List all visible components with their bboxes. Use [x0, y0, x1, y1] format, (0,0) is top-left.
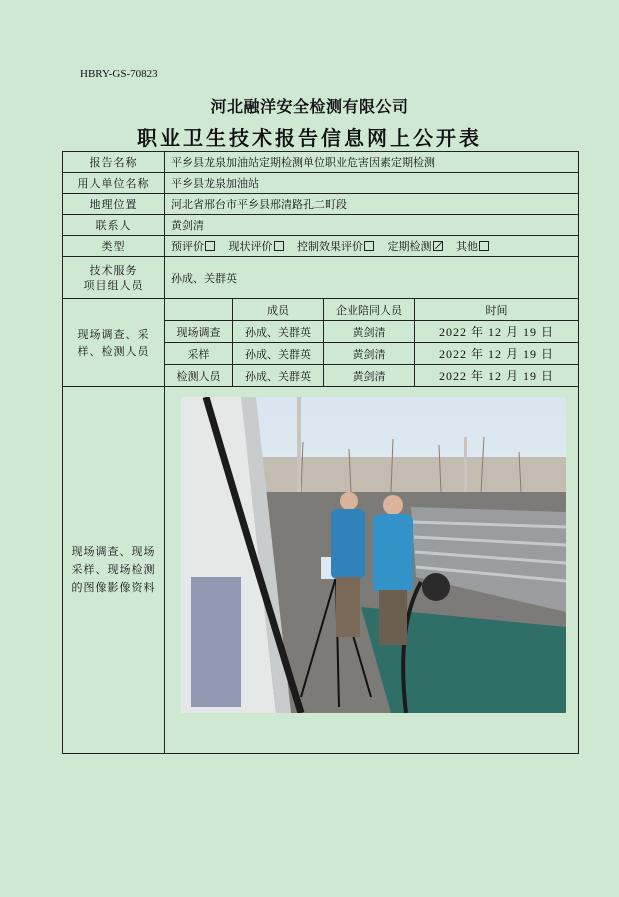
- photo-cell: [165, 387, 579, 754]
- survey-label: 现场调查、采样、检测人员: [63, 299, 165, 387]
- table-row: [63, 173, 579, 194]
- members-cell: 孙成、关群英: [233, 343, 324, 365]
- table-row: [63, 215, 579, 236]
- employer-value: 平乡县龙泉加油站: [165, 173, 579, 194]
- stage-cell: 现场调查: [165, 321, 233, 343]
- date-cell: 2022 年 12 月 19 日: [415, 321, 579, 343]
- table-row: [63, 236, 579, 257]
- members-header: 成员: [233, 299, 324, 321]
- date-cell: 2022 年 12 月 19 日: [415, 343, 579, 365]
- report-name-label: 报告名称: [63, 152, 165, 173]
- type-label: 类型: [63, 236, 165, 257]
- survey-header-row: [63, 299, 579, 321]
- time-header: 时间: [415, 299, 579, 321]
- contact-value: 黄剑清: [165, 215, 579, 236]
- type-option: [456, 240, 489, 253]
- images-label: 现场调查、现场采样、现场检测的图像影像资料: [63, 387, 165, 754]
- stage-cell: 检测人员: [165, 365, 233, 387]
- report-name-value: 平乡县龙泉加油站定期检测单位职业危害因素定期检测: [165, 152, 579, 173]
- site-photo: [181, 397, 566, 713]
- type-option: [297, 240, 374, 253]
- date-cell: 2022 年 12 月 19 日: [415, 365, 579, 387]
- contact-label: 联系人: [63, 215, 165, 236]
- type-option-label: 其他: [456, 240, 478, 253]
- disclosure-table: [62, 151, 579, 754]
- team-value: 孙成、关群英: [165, 257, 579, 299]
- employer-label: 用人单位名称: [63, 173, 165, 194]
- location-value: 河北省邢台市平乡县邢清路孔二町段: [165, 194, 579, 215]
- checkbox-icon: [205, 241, 215, 251]
- type-option-label: 现状评价: [228, 240, 273, 253]
- checked-checkbox-icon: [433, 241, 443, 251]
- companion-cell: 黄剑清: [324, 321, 415, 343]
- members-cell: 孙成、关群英: [233, 321, 324, 343]
- companion-header: 企业陪同人员: [324, 299, 415, 321]
- table-row: [63, 387, 579, 754]
- document-code: HBRY-GS-70823: [80, 68, 158, 80]
- type-option-label: 控制效果评价: [297, 240, 363, 253]
- type-option-label: 预评价: [171, 240, 204, 253]
- checkbox-icon: [479, 241, 489, 251]
- checkbox-icon: [364, 241, 374, 251]
- empty-header-cell: [165, 299, 233, 321]
- companion-cell: 黄剑清: [324, 343, 415, 365]
- type-option: [171, 240, 215, 253]
- checkbox-icon: [274, 241, 284, 251]
- type-option: [388, 240, 443, 253]
- members-cell: 孙成、关群英: [233, 365, 324, 387]
- team-label: 技术服务 项目组人员: [63, 257, 165, 299]
- stage-cell: 采样: [165, 343, 233, 365]
- companion-cell: 黄剑清: [324, 365, 415, 387]
- type-option-label: 定期检测: [387, 240, 432, 253]
- company-name: 河北融洋安全检测有限公司: [210, 97, 409, 116]
- table-row: [63, 152, 579, 173]
- type-option: [229, 240, 284, 253]
- location-label: 地理位置: [63, 194, 165, 215]
- type-options: [165, 236, 579, 257]
- table-row: [63, 194, 579, 215]
- table-row: [63, 257, 579, 299]
- page-title: 职业卫生技术报告信息网上公开表: [137, 126, 482, 150]
